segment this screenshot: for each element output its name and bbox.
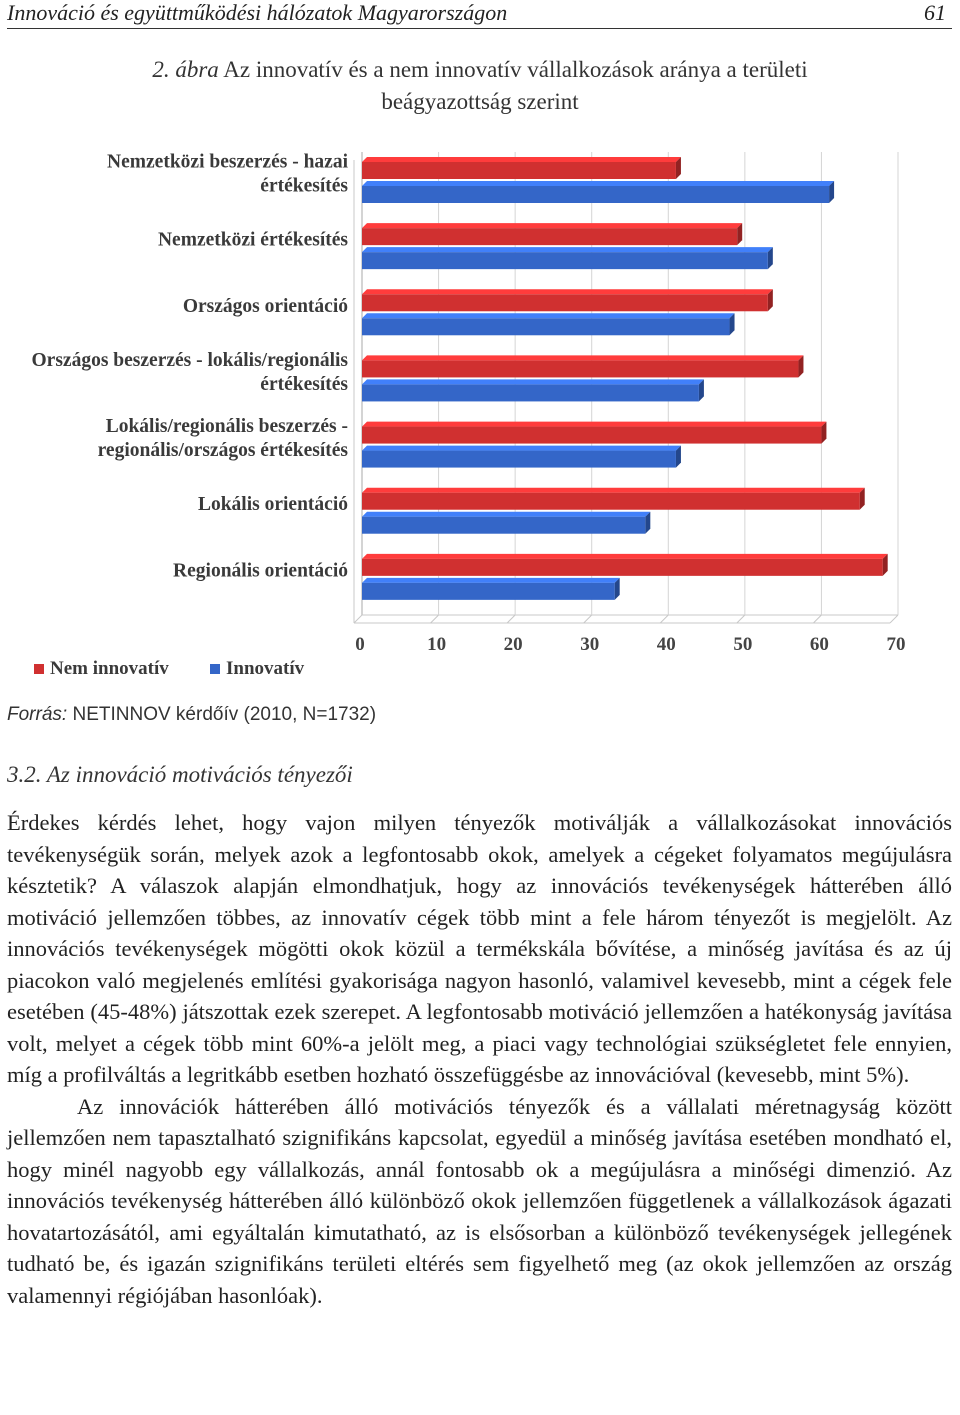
figure-number: 2. ábra: [152, 57, 219, 82]
gridline-floor: [890, 615, 898, 623]
gridline-floor: [584, 615, 592, 623]
source-text: NETINNOV kérdőív (2010, N=1732): [72, 704, 377, 725]
bar-top-face: [362, 422, 826, 427]
bar-innovativ: [362, 318, 730, 335]
x-tick-label: 60: [809, 634, 829, 655]
category-label: értékesítés: [260, 175, 348, 197]
x-tick-label: 40: [656, 634, 676, 655]
gridline-floor: [431, 615, 439, 623]
legend-label: Innovatív: [226, 658, 305, 679]
page-number: 61: [924, 0, 946, 25]
category-label: Országos orientáció: [182, 295, 348, 317]
bar-top-face: [362, 247, 773, 252]
source-label: Forrás:: [7, 704, 68, 725]
figure-source: [7, 704, 376, 726]
x-tick-label: 0: [355, 634, 365, 655]
bar-top-face: [362, 289, 773, 294]
bar-innovativ: [362, 186, 829, 203]
bar-nem-innovativ: [362, 493, 860, 510]
header-title: Innováció és együttműködési hálózatok Magyarországon: [7, 0, 508, 25]
gridline-floor: [660, 615, 668, 623]
x-tick-label: 20: [503, 634, 523, 655]
gridline-floor: [507, 615, 515, 623]
bar-nem-innovativ: [362, 294, 768, 311]
bar-top-face: [362, 223, 742, 228]
bar-top-face: [362, 355, 803, 360]
bar-innovativ: [362, 451, 676, 468]
x-tick-label: 70: [886, 634, 906, 655]
bar-top-face: [362, 446, 681, 451]
bar-innovativ: [362, 252, 768, 269]
bar-top-face: [362, 157, 681, 162]
category-label: Lokális orientáció: [197, 494, 348, 516]
figure-caption-line1: [0, 54, 960, 86]
x-tick-label: 10: [427, 634, 447, 655]
figure-caption-line2: beágyazottság szerint: [381, 89, 579, 114]
category-label: Nemzetközi értékesítés: [157, 229, 348, 251]
category-label: értékesítés: [260, 373, 348, 395]
paragraph-2: Az innovációk hátterében álló motivációs tényezők és a vállalati méretnagyság között jellemzően nem tapasztalható szignifikáns kapcsolat, egyedül a minőség javítása esetében mondható el, hogy minél nagyobb egy vállalkozás, annál fontosabb ok a megújulásra a minőségi dimenzió. Az innovációs tevékenység hátterében álló különböző okok jellemzően függetlenek a vállalkozások ágazati hovatartozásától, ami egyáltalán kimutatható, az is elsősorban a különböző tevékenységek jellegének tudható be, és igazán szignifikáns területi eltérés sem figyelhető meg (az okok jellemzően az ország valamennyi régiójában hasonlóak).: [7, 1093, 952, 1308]
figure-caption-text1: Az innovatív és a nem innovatív vállalkozások aránya a területi: [223, 57, 808, 82]
bar-top-face: [362, 379, 704, 384]
bar-top-face: [362, 488, 865, 493]
paragraph-1: Érdekes kérdés lehet, hogy vajon milyen tényezők motiválják a vállalkozásokat innovációs tevékenységük során, melyek azok a legfontosabb okok, amelyek a cégeket folyamatos megújulásra késztetik? A válaszok alapján elmondhatjuk, hogy az innovációs tevékenységek hátterében álló motiváció jellemzően többes, az innovatív cégek több mint a fele három tényezőt is megjelölt. Az innovációs tevékenységek mögötti okok közül a termékskála bővítése, a minőség javítása és az új piacokon való megjelenés említési gyakorisága nagyon hasonló, valamivel kevesebb, mint a cégek fele esetében (45-48%) játszottak ezek szerepet. A legfontosabb motiváció jellemzően a hatékonyság javítása volt, melyet a cégek több mint 60%-a jelölt meg, a piaci vagy technológiai szükségletet fele ennyien, míg a profilváltás a legritkább esetben hozható összefüggésbe az innovációval (kevesebb, mint 5%).: [7, 810, 952, 1087]
legend-swatch: [210, 664, 220, 674]
category-label: Nemzetközi beszerzés - hazai: [107, 151, 348, 173]
gridline-floor: [737, 615, 745, 623]
bar-top-face: [362, 181, 834, 186]
bar-nem-innovativ: [362, 162, 676, 179]
bar-nem-innovativ: [362, 360, 798, 377]
category-label: Lokális/regionális beszerzés -: [105, 416, 348, 438]
bar-top-face: [362, 313, 735, 318]
bar-innovativ: [362, 384, 699, 401]
running-header: [7, 0, 952, 29]
category-label: regionális/országos értékesítés: [97, 440, 348, 462]
category-label: Országos beszerzés - lokális/regionális: [31, 349, 348, 371]
bar-nem-innovativ: [362, 427, 821, 444]
category-label: Regionális orientáció: [173, 560, 348, 582]
bar-innovativ: [362, 517, 645, 534]
body-text: [7, 807, 952, 1311]
bar-innovativ: [362, 583, 615, 600]
gridline-floor: [813, 615, 821, 623]
x-tick-label: 50: [733, 634, 753, 655]
bar-top-face: [362, 554, 888, 559]
bar-chart: [0, 140, 960, 700]
x-tick-label: 30: [580, 634, 600, 655]
bar-top-face: [362, 512, 650, 517]
bar-nem-innovativ: [362, 228, 737, 245]
section-title: 3.2. Az innováció motivációs tényezői: [7, 762, 353, 787]
bar-nem-innovativ: [362, 559, 883, 576]
legend-swatch: [34, 664, 44, 674]
legend-label: Nem innovatív: [50, 658, 169, 679]
gridline-floor: [354, 615, 362, 623]
figure-caption: [0, 54, 960, 118]
bar-top-face: [362, 578, 620, 583]
